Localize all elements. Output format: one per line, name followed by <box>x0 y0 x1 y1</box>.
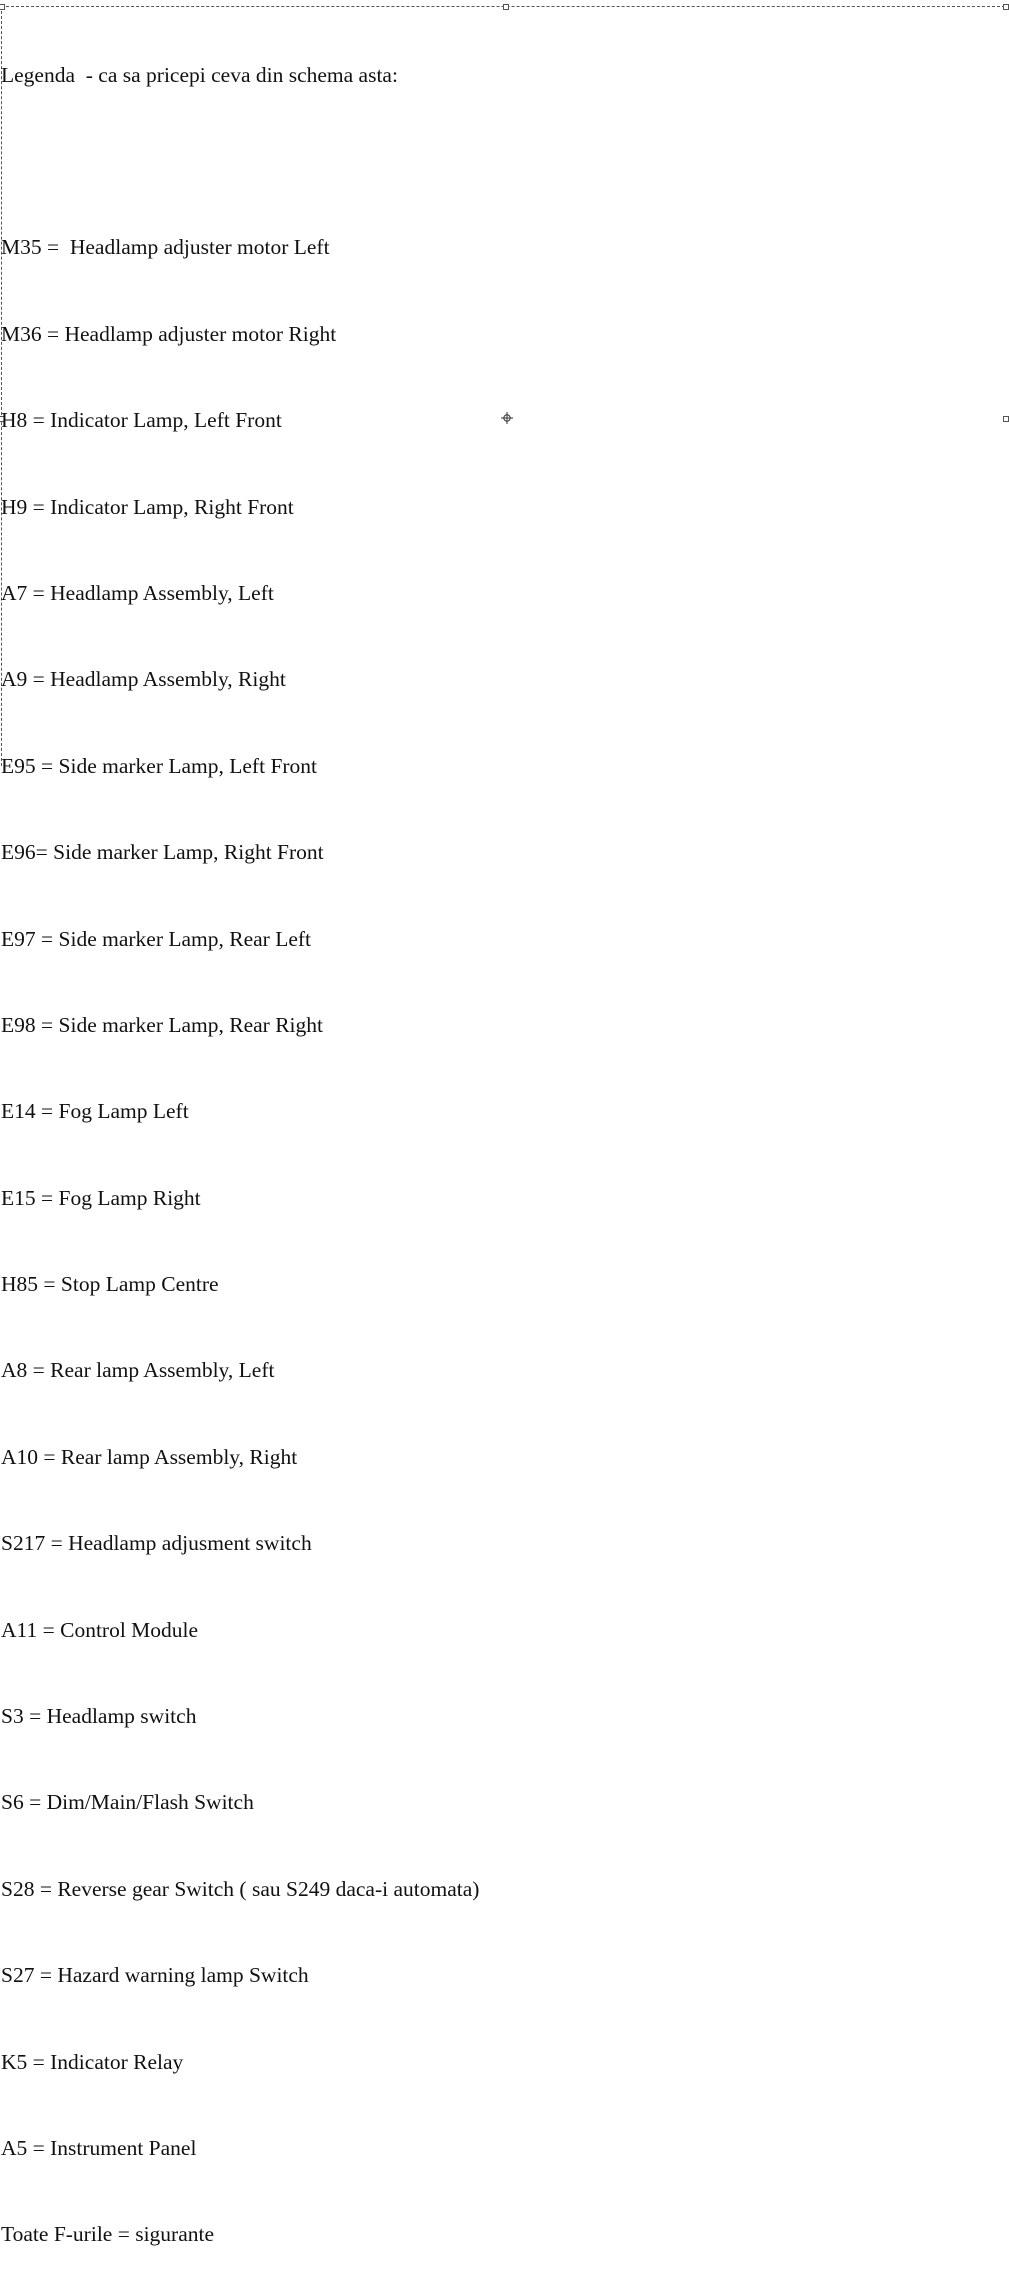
legend-text-content[interactable] <box>1 3 479 2278</box>
legend-item: A7 = Headlamp Assembly, Left <box>1 580 274 605</box>
legend-item: H8 = Indicator Lamp, Left Front <box>1 408 282 433</box>
legend-item: S3 = Headlamp switch <box>1 1704 197 1729</box>
legend-item: E14 = Fog Lamp Left <box>1 1099 189 1124</box>
legend-item: E97 = Side marker Lamp, Rear Left <box>1 926 312 951</box>
blank-line <box>1 147 479 176</box>
resize-handle-top-center-icon[interactable] <box>503 4 509 10</box>
legend-item: S6 = Dim/Main/Flash Switch <box>1 1790 254 1815</box>
legend-item: E96= Side marker Lamp, Right Front <box>1 840 324 865</box>
legend-item: S28 = Reverse gear Switch ( sau S249 daca-i automata) <box>1 1876 480 1901</box>
legend-item: A8 = Rear lamp Assembly, Left <box>1 1358 275 1383</box>
legend-item: E98 = Side marker Lamp, Rear Right <box>1 1012 324 1037</box>
legend-item: M36 = Headlamp adjuster motor Right <box>1 321 337 346</box>
legend-item: S27 = Hazard warning lamp Switch <box>1 1963 309 1988</box>
legend-item: E15 = Fog Lamp Right <box>1 1185 201 1210</box>
legend-item: H9 = Indicator Lamp, Right Front <box>1 494 294 519</box>
legend-item: A11 = Control Module <box>1 1617 199 1642</box>
legend-heading: Legenda - ca sa pricepi ceva din schema asta: <box>1 62 398 87</box>
legend-item: E95 = Side marker Lamp, Left Front <box>1 753 318 778</box>
legend-item: H85 = Stop Lamp Centre <box>1 1272 219 1297</box>
legend-item: M35 = Headlamp adjuster motor Left <box>1 235 330 260</box>
resize-handle-middle-right-icon[interactable] <box>1003 416 1009 422</box>
resize-handle-top-right-icon[interactable] <box>1003 4 1009 10</box>
legend-item: K5 = Indicator Relay <box>1 2049 184 2074</box>
legend-item: A5 = Instrument Panel <box>1 2135 197 2160</box>
legend-item: S217 = Headlamp adjusment switch <box>1 1531 312 1556</box>
legend-item: Toate F-urile = sigurante <box>1 2222 215 2247</box>
move-crosshair-icon[interactable] <box>501 412 513 424</box>
legend-item: A9 = Headlamp Assembly, Right <box>1 667 286 692</box>
legend-item: A10 = Rear lamp Assembly, Right <box>1 1444 298 1469</box>
